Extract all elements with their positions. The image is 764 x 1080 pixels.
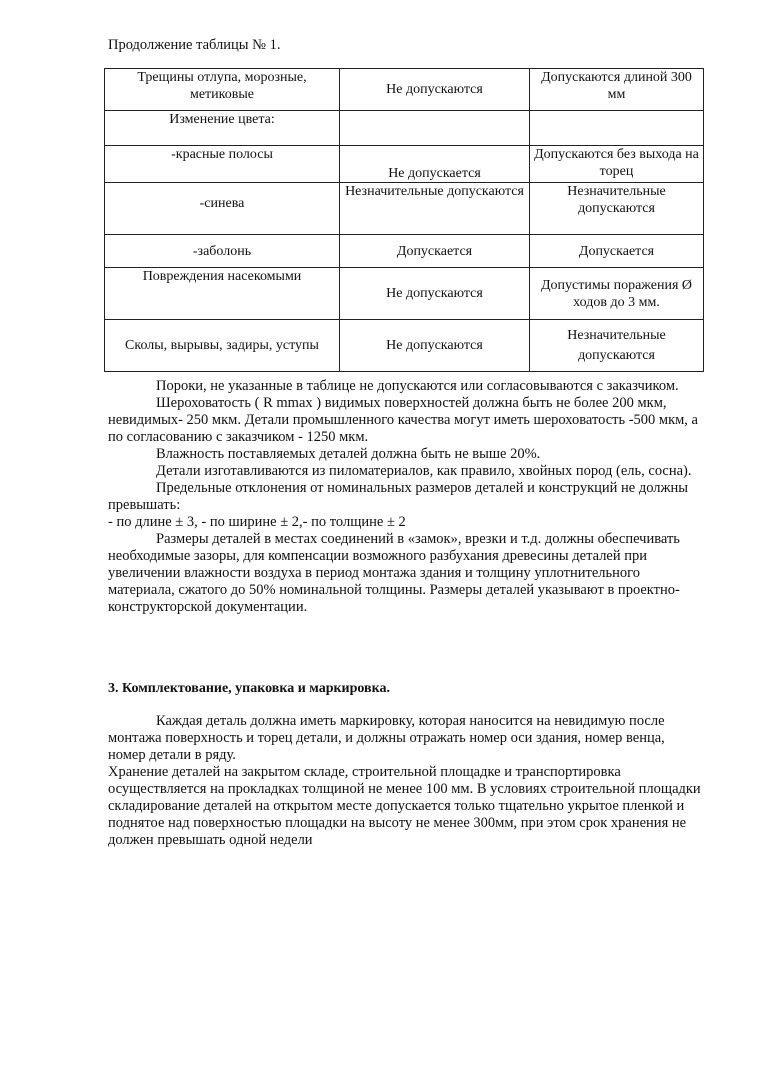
table-cell: Допускается <box>530 235 704 268</box>
paragraph: Каждая деталь должна иметь маркировку, которая наносится на невидимую после монтажа поверхность и торец детали, и должны отражать номер оси здания, номер венца, номер детали в ряду. <box>108 713 665 763</box>
table-cell: Допускаются без выхода на торец <box>530 146 704 183</box>
table-row <box>105 320 704 372</box>
table-cell: Повреждения насекомыми <box>105 268 340 320</box>
table-cell: Трещины отлупа, морозные, метиковые <box>105 69 340 111</box>
paragraph: Детали изготавливаются из пиломатериалов, как правило, хвойных пород (ель, сосна). <box>156 463 692 479</box>
paragraph: Предельные отклонения от номинальных размеров деталей и конструкций не должны превышать: <box>108 480 689 513</box>
table-cell: Незначительные допускаются <box>340 183 530 235</box>
table-cell: Сколы, вырывы, задиры, уступы <box>105 320 340 372</box>
table-cell: Допускается <box>340 235 530 268</box>
table-cell: -красные полосы <box>105 146 340 183</box>
body-text <box>108 378 704 616</box>
section-heading: 3. Комплектование, упаковка и маркировка. <box>108 681 390 696</box>
table-cell: Незначительные допускаются <box>530 183 704 235</box>
table-row <box>105 146 704 183</box>
table-row <box>105 111 704 146</box>
paragraph: Хранение деталей на закрытом складе, строительной площадке и транспортировка осуществляется на прокладках толщиной не менее 100 мм. В условиях строительной площадки складирование деталей на открытом месте допускается только тщательно укрытое пленкой и поднятое над поверхностью площадки на высоту не менее 300мм, при этом срок хранения не должен превышать одной недели <box>108 764 701 848</box>
table-cell <box>340 111 530 146</box>
table-cell: -синева <box>105 183 340 235</box>
section-text <box>108 713 704 849</box>
table-cell: Не допускаются <box>340 320 530 372</box>
paragraph: Размеры деталей в местах соединений в «замок», врезки и т.д. должны обеспечивать необходимые зазоры, для компенсации возможного разбухания древесины деталей при увеличении влажности воздуха в период монтажа здания и толщину уплотнительного материала, сжатого до 50% номинальной толщины. Размеры деталей указывают в проектно-конструкторской документации. <box>108 531 680 615</box>
table-cell: Незначительные допускаются <box>530 320 704 372</box>
table-cell: Не допускаются <box>340 69 530 111</box>
paragraph: Пороки, не указанные в таблице не допускаются или согласовываются с заказчиком. <box>156 378 679 394</box>
table-cell: Допустимы поражения Ø ходов до 3 мм. <box>530 268 704 320</box>
table-cell: Изменение цвета: <box>105 111 340 146</box>
table-row <box>105 183 704 235</box>
table-row <box>105 268 704 320</box>
paragraph: Шероховатость ( R mmax ) видимых поверхностей должна быть не более 200 мкм, невидимых- 250 мкм. Детали промышленного качества могут иметь шероховатость -500 мкм, а по согласованию с заказчиком - 1250 мкм. <box>108 395 698 445</box>
table-cell <box>530 111 704 146</box>
table-cell: Не допускаются <box>340 268 530 320</box>
defects-table <box>104 68 704 372</box>
table-row <box>105 235 704 268</box>
table-cell: Допускаются длиной 300 мм <box>530 69 704 111</box>
table-cell: Не допускается <box>340 146 530 183</box>
table-cell: -заболонь <box>105 235 340 268</box>
table-row <box>105 69 704 111</box>
paragraph: - по длине ± 3, - по ширине ± 2,- по толщине ± 2 <box>108 514 406 530</box>
table-caption: Продолжение таблицы № 1. <box>108 37 281 53</box>
paragraph: Влажность поставляемых деталей должна быть не выше 20%. <box>156 446 541 462</box>
